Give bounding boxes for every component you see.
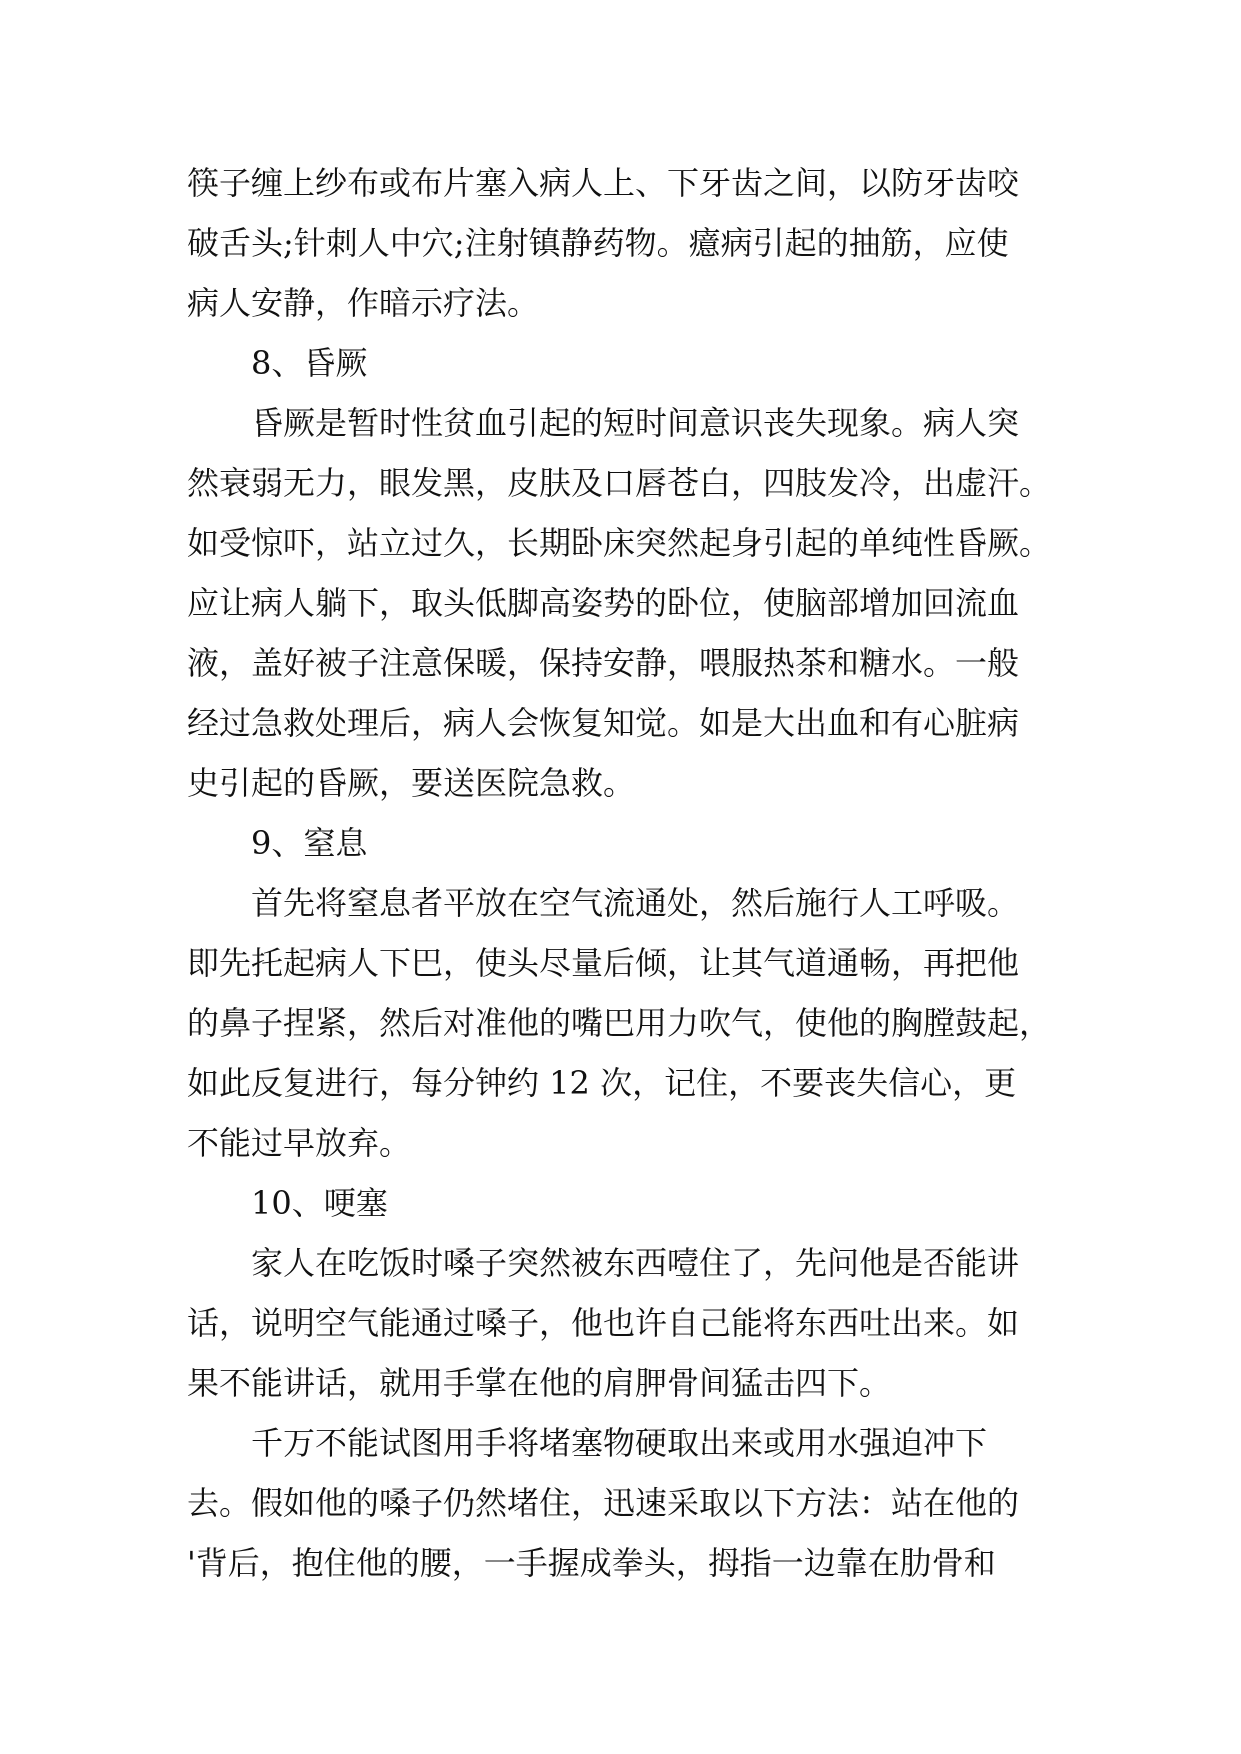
paragraph-line: 果不能讲话，就用手掌在他的肩胛骨间猛击四下。 <box>187 1364 892 1402</box>
paragraph-line: 如受惊吓，站立过久，长期卧床突然起身引起的单纯性昏厥。 <box>187 524 1052 562</box>
document-body <box>187 153 1057 1593</box>
paragraph-line: 千万不能试图用手将堵塞物硬取出来或用水强迫冲下 <box>251 1424 988 1462</box>
paragraph-line: 应让病人躺下，取头低脚高姿势的卧位，使脑部增加回流血 <box>187 584 1020 622</box>
section-heading-choking: 10、哽塞 <box>251 1184 388 1222</box>
paragraph-line: 液，盖好被子注意保暖，保持安静，喂服热茶和糖水。一般 <box>187 644 1020 682</box>
paragraph-line: 即先托起病人下巴，使头尽量后倾，让其气道通畅，再把他 <box>187 944 1020 982</box>
section-heading-suffocation: 9、窒息 <box>251 824 368 862</box>
paragraph-line: 经过急救处理后，病人会恢复知觉。如是大出血和有心脏病 <box>187 704 1020 742</box>
paragraph-line: 筷子缠上纱布或布片塞入病人上、下牙齿之间，以防牙齿咬 <box>187 164 1020 202</box>
paragraph-line: 去。假如他的嗓子仍然堵住，迅速采取以下方法：站在他的 <box>187 1484 1020 1522</box>
paragraph-line: 病人安静，作暗示疗法。 <box>187 284 540 322</box>
paragraph-line: 家人在吃饭时嗓子突然被东西噎住了，先问他是否能讲 <box>251 1244 1020 1282</box>
paragraph-line: 不能过早放弃。 <box>187 1124 412 1162</box>
paragraph-line: 破舌头;针刺人中穴;注射镇静药物。癔病引起的抽筋，应使 <box>187 224 1009 262</box>
section-heading-fainting: 8、昏厥 <box>251 344 368 382</box>
paragraph-line: 如此反复进行，每分钟约 12 次，记住，不要丧失信心，更 <box>187 1064 1017 1102</box>
paragraph-line: 首先将窒息者平放在空气流通处，然后施行人工呼吸。 <box>251 884 1020 922</box>
paragraph-line: 的鼻子捏紧，然后对准他的嘴巴用力吹气，使他的胸膛鼓起， <box>187 1004 1052 1042</box>
paragraph-line: 话，说明空气能通过嗓子，他也许自己能将东西吐出来。如 <box>187 1304 1020 1342</box>
paragraph-line: 然衰弱无力，眼发黑，皮肤及口唇苍白，四肢发冷，出虚汗。 <box>187 464 1052 502</box>
paragraph-line: 史引起的昏厥，要送医院急救。 <box>187 764 636 802</box>
paragraph-line: 昏厥是暂时性贫血引起的短时间意识丧失现象。病人突 <box>251 404 1020 442</box>
paragraph-line: '背后，抱住他的腰，一手握成拳头，拇指一边靠在肋骨和 <box>187 1544 996 1582</box>
